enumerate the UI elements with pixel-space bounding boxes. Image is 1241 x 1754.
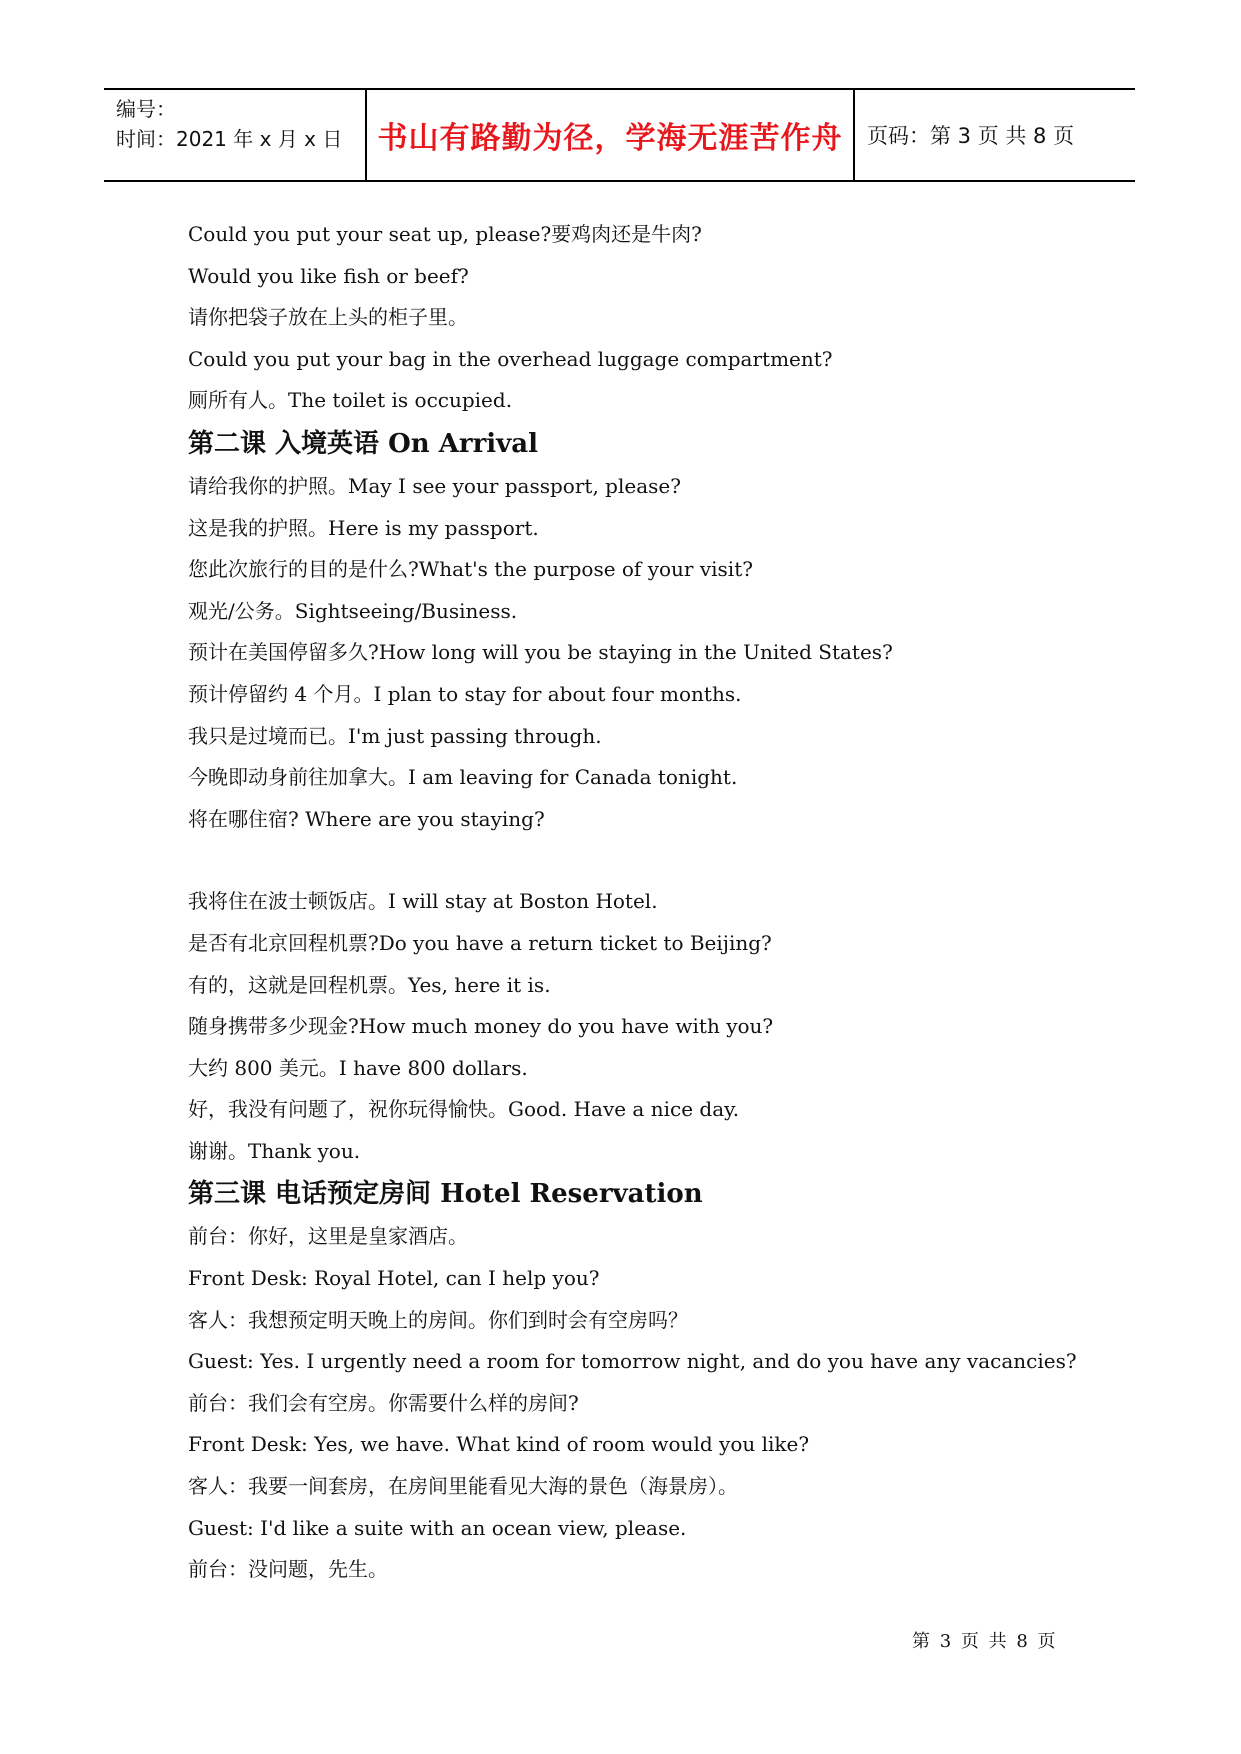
text-line: 是否有北京回程机票?Do you have a return ticket to Beijing?	[188, 930, 772, 955]
text-line: Could you put your seat up, please?要鸡肉还是牛肉?	[188, 222, 702, 246]
lesson-heading-3: 第三课 电话预定房间 Hotel Reservation	[188, 1179, 703, 1210]
page-footer: 第 3 页 共 8 页	[912, 1631, 1056, 1652]
text-line: 厕所有人。The toilet is occupied.	[188, 388, 513, 413]
text-line: 有的，这就是回程机票。Yes, here it is.	[188, 972, 551, 997]
text-line: Could you put your bag in the overhead luggage compartment?	[188, 346, 833, 371]
text-line: 我只是过境而已。I'm just passing through.	[188, 723, 602, 748]
number-label: 编号：	[116, 97, 176, 121]
text-line: Front Desk: Yes, we have. What kind of room would you like?	[188, 1432, 810, 1457]
text-line: 前台：你好，这里是皇家酒店。	[188, 1224, 468, 1249]
header-motto: 书山有路勤为径，学海无涯苦作舟	[367, 90, 855, 180]
text-line: 前台：没问题，先生。	[188, 1557, 388, 1582]
text-line: Would you like fish or beef?	[188, 263, 469, 288]
text-line: 我将住在波士顿饭店。I will stay at Boston Hotel.	[188, 889, 658, 914]
text-line: Front Desk: Royal Hotel, can I help you?	[188, 1266, 600, 1291]
text-line: 前台：我们会有空房。你需要什么样的房间?	[188, 1390, 579, 1415]
text-line: 客人：我想预定明天晚上的房间。你们到时会有空房吗？	[188, 1307, 688, 1332]
header-page-label: 页码：第 3 页 共 8 页	[867, 124, 1075, 148]
text-line: 大约 800 美元。I have 800 dollars.	[188, 1055, 528, 1080]
text-line: Guest: Yes. I urgently need a room for tomorrow night, and do you have any vacancies?	[188, 1349, 1077, 1374]
text-line: 将在哪住宿? Where are you staying?	[188, 806, 545, 831]
text-line: 请给我你的护照。May I see your passport, please?	[188, 473, 681, 498]
text-line: 这是我的护照。Here is my passport.	[188, 515, 539, 540]
document-body	[188, 214, 1077, 1591]
text-line: 客人：我要一间套房，在房间里能看见大海的景色（海景房）。	[188, 1474, 738, 1499]
text-line: 请你把袋子放在上头的柜子里。	[188, 305, 468, 330]
header-meta	[104, 90, 367, 180]
text-line: Guest: I'd like a suite with an ocean view, please.	[188, 1515, 687, 1540]
text-line: 今晚即动身前往加拿大。I am leaving for Canada tonight.	[188, 765, 738, 790]
time-label: 时间：2021 年 x 月 x 日	[116, 127, 343, 151]
page-header	[104, 88, 1135, 182]
text-line: 观光/公务。Sightseeing/Business.	[188, 598, 518, 623]
text-line: 您此次旅行的目的是什么?What's the purpose of your visit?	[188, 557, 753, 582]
text-line: 预计在美国停留多久?How long will you be staying in the United States?	[188, 640, 893, 665]
text-line: 预计停留约 4 个月。I plan to stay for about four months.	[188, 681, 742, 706]
text-line: 随身携带多少现金?How much money do you have with you?	[188, 1014, 774, 1039]
text-line: 好，我没有问题了，祝你玩得愉快。Good. Have a nice day.	[188, 1097, 740, 1122]
lesson-heading-2: 第二课 入境英语 On Arrival	[188, 428, 538, 459]
text-line: 谢谢。Thank you.	[188, 1138, 361, 1163]
